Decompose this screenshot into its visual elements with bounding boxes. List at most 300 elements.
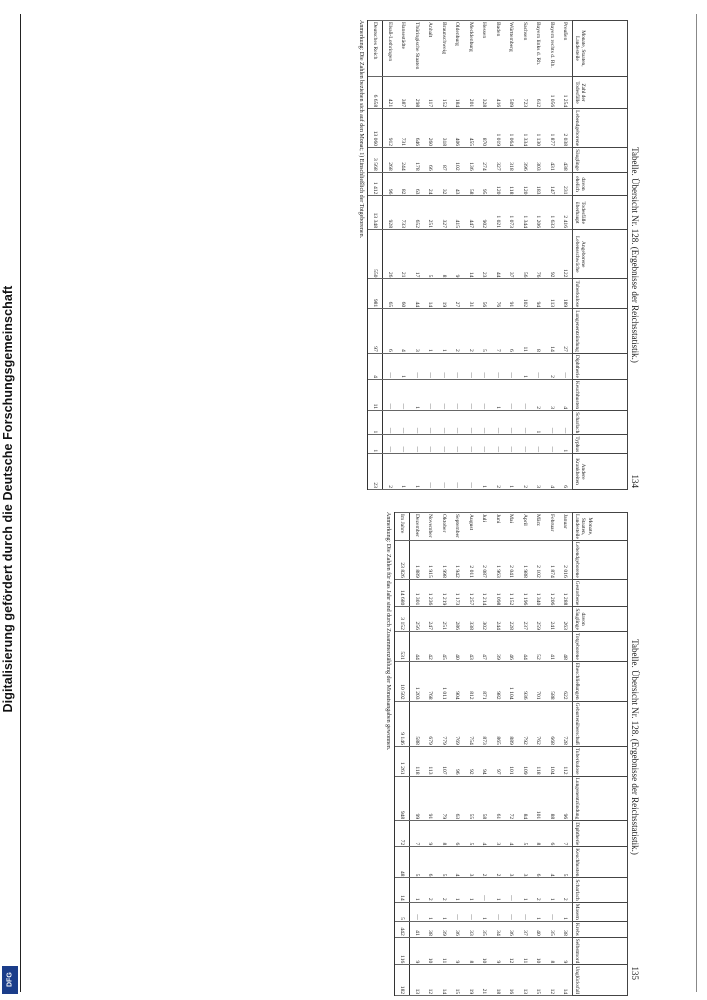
table-cell: 12 — [545, 965, 559, 996]
table-cell: 6 — [424, 847, 438, 878]
column-header: Keuchhusten — [573, 847, 628, 878]
table-cell: 201 — [464, 76, 478, 108]
table-cell: 21 — [397, 230, 411, 279]
table-cell: 1 — [368, 435, 383, 454]
table-cell: 3 — [464, 847, 478, 878]
table-cell: 1 — [397, 353, 411, 379]
table-cell: 182 — [395, 965, 410, 996]
table-cell: 679 — [424, 701, 438, 746]
table-cell: 1 — [368, 411, 383, 435]
column-header: Scharlach — [573, 411, 628, 435]
table-cell: — — [545, 902, 559, 921]
table-cell: 99 — [410, 776, 424, 821]
table-cell: 15 — [532, 965, 546, 996]
table-cell: 4 — [505, 821, 519, 847]
table-cell: — — [383, 435, 397, 454]
table-cell: 11 — [437, 937, 451, 965]
table-cell: 107 — [437, 746, 451, 776]
table-cell: 2 016 — [559, 540, 573, 579]
table-cell: 1 261 — [395, 746, 410, 776]
table-cell: — — [383, 379, 397, 410]
table-cell: — — [397, 411, 411, 435]
table-cell: 11 — [518, 309, 532, 354]
column-header: Lungenentzündung — [573, 776, 628, 821]
table-cell: 1 — [437, 902, 451, 921]
table-cell: 1 915 — [424, 540, 438, 579]
table-cell: 1 288 — [559, 579, 573, 607]
table-cell: — — [505, 411, 519, 435]
table-cell: 889 — [505, 701, 519, 746]
table-cell: 1 — [410, 379, 424, 410]
table-cell: 1 — [397, 454, 411, 490]
table-cell: 96 — [383, 172, 397, 196]
table-cell: 1 152 — [505, 579, 519, 607]
table-cell: 237 — [518, 607, 532, 632]
table-cell: 769 — [451, 701, 465, 746]
table-cell: — — [491, 902, 505, 921]
table-cell: 8 — [545, 937, 559, 965]
table-cell: 247 — [424, 607, 438, 632]
table-cell: 66 — [424, 148, 438, 173]
table-cell: 18 — [491, 965, 505, 996]
top-page-number: 134 — [630, 474, 640, 488]
table-cell: — — [478, 878, 492, 902]
column-header: Angeborene Lebensschwäche — [573, 230, 628, 279]
table-cell: 10 — [532, 937, 546, 965]
table-cell: — — [505, 878, 519, 902]
table-cell: 416 — [491, 76, 505, 108]
row-label: November — [424, 513, 438, 541]
table-cell: 39 — [437, 921, 451, 937]
row-label: Baden — [491, 21, 505, 77]
table-cell: — — [532, 435, 546, 454]
table-cell: — — [451, 454, 465, 490]
table-row — [451, 21, 465, 490]
table-row — [532, 21, 546, 490]
table-cell: 318 — [505, 148, 519, 173]
table-cell: 118 — [505, 172, 519, 196]
table-cell: 1 988 — [518, 540, 532, 579]
table-cell: — — [491, 411, 505, 435]
row-label: Thüringische Staaten — [410, 21, 424, 77]
column-header: davon ehelich — [573, 172, 628, 196]
table-cell: 15 — [451, 965, 465, 996]
table-cell: 61 — [491, 776, 505, 821]
table-cell: 5 — [424, 230, 438, 279]
table-cell: 60 — [397, 279, 411, 309]
table-cell: — — [478, 379, 492, 410]
table-cell: 4 — [545, 454, 559, 490]
table-cell: — — [437, 411, 451, 435]
table-cell: 244 — [491, 607, 505, 632]
table-cell: 21 — [478, 965, 492, 996]
table-cell: 1 — [410, 878, 424, 902]
table-cell: 982 — [491, 661, 505, 701]
top-table-rotated — [70, 20, 640, 490]
row-label: März — [532, 513, 546, 541]
bottom-table-rotated — [70, 512, 640, 995]
table-cell: 646 — [410, 109, 424, 148]
table-cell: 1 — [505, 454, 519, 490]
column-header: Gestorbene — [573, 579, 628, 607]
table-cell: 251 — [437, 607, 451, 632]
table-cell: 2 — [518, 454, 532, 490]
table-cell: 33 — [464, 921, 478, 937]
row-label: Hessen — [478, 21, 492, 77]
table-cell: 35 — [545, 921, 559, 937]
table-cell: 612 — [532, 76, 546, 108]
table-cell: 27 — [451, 279, 465, 309]
table-cell: 41 — [410, 921, 424, 937]
table-cell: 97 — [368, 309, 383, 354]
table-cell: 52 — [532, 631, 546, 661]
column-header: Diphtherie — [573, 353, 628, 379]
table-cell: 96 — [451, 746, 465, 776]
table-cell: 701 — [532, 661, 546, 701]
table-cell: 231 — [559, 172, 573, 196]
table-cell: — — [397, 435, 411, 454]
column-header: Diphtherie — [573, 821, 628, 847]
digitization-margin — [0, 0, 20, 1000]
digitization-note: Digitalisierung gefördert durch die Deutsche Forschungsgemeinschaft — [1, 285, 15, 713]
table-cell: 113 — [424, 746, 438, 776]
table-cell: — — [464, 411, 478, 435]
table-cell: 1 098 — [491, 579, 505, 607]
table-cell: 2 011 — [464, 540, 478, 579]
table-cell: 1 — [451, 878, 465, 902]
table-cell: 23 — [478, 230, 492, 279]
table-cell: — — [545, 435, 559, 454]
table-cell: 421 — [383, 76, 397, 108]
column-header: Tuberkulose — [573, 746, 628, 776]
table-cell: 871 — [478, 661, 492, 701]
table-cell: 44 — [491, 230, 505, 279]
table-cell: 72 — [395, 821, 410, 847]
table-cell: 76 — [491, 279, 505, 309]
table-cell: 9 — [559, 937, 573, 965]
table-cell: 754 — [464, 701, 478, 746]
table-cell: 251 — [424, 196, 438, 230]
table-cell: 3 — [532, 454, 546, 490]
table-cell: 298 — [410, 76, 424, 108]
table-cell: 6 658 — [368, 76, 383, 108]
table-cell: 274 — [478, 148, 492, 173]
table-cell: 5 — [464, 821, 478, 847]
table-cell: 731 — [397, 109, 411, 148]
table-row — [545, 513, 559, 996]
table-cell: — — [424, 411, 438, 435]
table-cell: 101 — [505, 746, 519, 776]
table-cell: 117 — [424, 76, 438, 108]
table-cell: — — [491, 435, 505, 454]
table-cell: 104 — [545, 746, 559, 776]
table-cell: 2 — [532, 379, 546, 410]
table-row — [410, 513, 424, 996]
row-label: September — [451, 513, 465, 541]
table-cell: — — [410, 411, 424, 435]
table-cell: 178 — [410, 148, 424, 173]
column-header: Todesfälle überhaupt — [573, 196, 628, 230]
table-cell: 48 — [395, 847, 410, 878]
table-cell: 152 — [437, 76, 451, 108]
table-cell: 286 — [451, 607, 465, 632]
table-cell: — — [424, 435, 438, 454]
table-cell: 260 — [424, 109, 438, 148]
table-cell: — — [437, 353, 451, 379]
table-row — [491, 513, 505, 996]
table-cell: 1 173 — [451, 579, 465, 607]
table-cell: 948 — [395, 776, 410, 821]
table-cell: 94 — [478, 746, 492, 776]
table-cell: 87 — [437, 148, 451, 173]
table-row — [424, 21, 438, 490]
table-cell: 96 — [559, 776, 573, 821]
table-cell: 2 102 — [532, 540, 546, 579]
table-cell: 7 — [491, 309, 505, 354]
table-cell: 5 — [410, 847, 424, 878]
column-header: Totgeborene — [573, 631, 628, 661]
table-cell: 588 — [545, 661, 559, 701]
table-cell: — — [451, 435, 465, 454]
table-cell: — — [478, 353, 492, 379]
bottom-table-footnote: Anmerkung: Die Zahlen für das Jahr sind durch Zusammenzählung der Monatsangaben gewonnen. — [385, 512, 392, 751]
table-cell: 12 — [505, 937, 519, 965]
table-cell: 1 214 — [478, 579, 492, 607]
table-cell: 1 254 — [559, 76, 573, 108]
table-cell: 92 — [464, 746, 478, 776]
table-cell: 668 — [545, 701, 559, 746]
table-cell: 2 — [559, 878, 573, 902]
table-cell: 873 — [478, 701, 492, 746]
table-cell: 1 — [545, 878, 559, 902]
table-cell: 6 — [559, 454, 573, 490]
table-cell: 14 — [395, 878, 410, 902]
table-cell: 113 — [545, 279, 559, 309]
table-row — [410, 21, 424, 490]
table-cell: 19 — [437, 279, 451, 309]
table-cell: 1 219 — [437, 579, 451, 607]
table-cell: 41 — [545, 631, 559, 661]
table-cell: 147 — [545, 172, 559, 196]
table-cell: 14 — [559, 965, 573, 996]
row-label: Preußen — [559, 21, 573, 77]
table-cell: 10 — [478, 937, 492, 965]
table-cell: 102 — [451, 148, 465, 173]
table-cell: 101 — [532, 776, 546, 821]
table-cell: — — [410, 902, 424, 921]
row-label: Braunschweig — [437, 21, 451, 77]
table-cell: — — [464, 435, 478, 454]
table-cell: 1 056 — [545, 76, 559, 108]
table-cell: 5 — [478, 309, 492, 354]
column-header: Monate, Staaten, Landesteile — [573, 21, 628, 77]
table-cell: 36 — [505, 921, 519, 937]
table-cell: — — [464, 353, 478, 379]
table-cell: 1 — [532, 902, 546, 921]
table-cell: 1 — [559, 435, 573, 454]
column-header: Krebs — [573, 921, 628, 937]
table-cell: — — [397, 379, 411, 410]
row-label: Juni — [491, 513, 505, 541]
table-cell: 184 — [451, 76, 465, 108]
row-label: Bayern rechts d. Rh. — [545, 21, 559, 77]
table-cell: — — [518, 411, 532, 435]
top-table-title: Tabelle. Übersicht Nr. 128. (Ergebnisse der Reichsstatistik.) — [630, 147, 640, 363]
table-cell: 2 416 — [559, 196, 573, 230]
table-cell: 44 — [518, 631, 532, 661]
table-cell: — — [410, 353, 424, 379]
table-cell: 42 — [424, 631, 438, 661]
table-cell: — — [518, 902, 532, 921]
table-cell: — — [518, 435, 532, 454]
table-cell: 1 203 — [410, 661, 424, 701]
table-cell: 44 — [410, 631, 424, 661]
table-cell: 1 — [559, 902, 573, 921]
table-cell: 2 — [451, 309, 465, 354]
table-cell: 8 — [532, 821, 546, 847]
table-cell: 8 — [464, 937, 478, 965]
row-label: Januar — [559, 513, 573, 541]
table-cell: 46 — [505, 631, 519, 661]
row-label: Württemberg — [505, 21, 519, 77]
table-cell: 26 — [383, 230, 397, 279]
table-cell: 109 — [518, 746, 532, 776]
table-cell: 6 — [383, 309, 397, 354]
table-cell: — — [464, 379, 478, 410]
table-cell: 936 — [518, 661, 532, 701]
table-cell: 1 257 — [464, 579, 478, 607]
table-cell: 1 — [518, 353, 532, 379]
table-cell: 13 — [410, 965, 424, 996]
table-cell: 2 — [383, 454, 397, 490]
table-cell: 865 — [491, 701, 505, 746]
top-table-footnote: Anmerkung: Die Zahlen beziehen sich auf den Monat; 1) Einschließlich der Totgeborenen. — [358, 20, 365, 239]
table-cell: 733 — [397, 196, 411, 230]
table-cell: 241 — [545, 607, 559, 632]
table-cell: — — [424, 353, 438, 379]
table-cell: 2 — [478, 847, 492, 878]
table-cell: 259 — [532, 607, 546, 632]
table-cell: 3 — [505, 847, 519, 878]
table-cell: 442 — [395, 921, 410, 937]
table-cell: 120 — [491, 172, 505, 196]
table-cell: 9 — [451, 230, 465, 279]
table-cell: 1 104 — [505, 661, 519, 701]
table-cell: 13 — [518, 965, 532, 996]
table-cell: 2 — [491, 847, 505, 878]
row-label: Sachsen — [518, 21, 532, 77]
table-cell: 870 — [478, 109, 492, 148]
table-cell: 1 942 — [451, 540, 465, 579]
table-row — [464, 513, 478, 996]
table-cell: 122 — [559, 230, 573, 279]
table-cell: 4 — [478, 821, 492, 847]
table-cell: 65 — [383, 279, 397, 309]
table-cell: 302 — [478, 607, 492, 632]
table-row — [451, 513, 465, 996]
table-cell: 45 — [437, 631, 451, 661]
table-cell: 136 — [464, 148, 478, 173]
table-cell: 263 — [559, 607, 573, 632]
table-cell: 455 — [464, 109, 478, 148]
table-cell: 2 041 — [505, 540, 519, 579]
table-cell: — — [518, 379, 532, 410]
row-label: Mecklenburg — [464, 21, 478, 77]
column-header: Lebendgeborene — [573, 540, 628, 579]
table-cell: 84 — [518, 776, 532, 821]
table-cell: 438 — [559, 148, 573, 173]
table-row — [532, 513, 546, 996]
table-cell: 3 568 — [368, 148, 383, 173]
bottom-page-number: 135 — [630, 966, 640, 980]
table-cell: 588 — [410, 701, 424, 746]
table-cell: 447 — [464, 196, 478, 230]
dfg-logo: DFG — [2, 966, 18, 994]
table-cell: 981 — [368, 279, 383, 309]
table-row — [478, 21, 492, 490]
table-cell: 23 — [368, 454, 383, 490]
table-cell: 37 — [518, 921, 532, 937]
column-header: Unglücksfall — [573, 965, 628, 996]
column-header: Andere Krankheiten — [573, 454, 628, 490]
table-cell: 48 — [559, 631, 573, 661]
table-cell: 40 — [451, 631, 465, 661]
table-cell: 13 060 — [368, 109, 383, 148]
table-cell: 7 — [559, 821, 573, 847]
table-cell: — — [437, 454, 451, 490]
table-row — [464, 21, 478, 490]
table-cell: 792 — [518, 701, 532, 746]
column-header: davon Säuglinge — [573, 607, 628, 632]
table-cell: 1 011 — [437, 661, 451, 701]
table-cell: 728 — [559, 701, 573, 746]
table-cell: 904 — [451, 661, 465, 701]
table-cell: 189 — [559, 279, 573, 309]
table-cell: 43 — [464, 631, 478, 661]
table-cell: 8 — [437, 230, 451, 279]
top-table — [368, 20, 629, 490]
table-cell: 6 — [532, 847, 546, 878]
table-cell: 17 — [410, 230, 424, 279]
table-row — [424, 513, 438, 996]
row-label: Februar — [545, 513, 559, 541]
table-cell: — — [532, 353, 546, 379]
table-cell: 1 301 — [410, 579, 424, 607]
table-cell: 2 — [437, 878, 451, 902]
table-cell: 34 — [491, 921, 505, 937]
table-cell: 91 — [505, 279, 519, 309]
table-cell: — — [505, 435, 519, 454]
table-cell: 396 — [518, 148, 532, 173]
row-label: Oktober — [437, 513, 451, 541]
table-cell: 14 — [424, 279, 438, 309]
table-cell: — — [451, 902, 465, 921]
table-cell: 19 — [464, 965, 478, 996]
table-cell: — — [451, 411, 465, 435]
table-cell: 14 680 — [395, 579, 410, 607]
column-header: Typhus — [573, 435, 628, 454]
table-row — [559, 21, 573, 490]
table-cell: 9 — [410, 937, 424, 965]
row-label: Im Jahre — [395, 513, 410, 541]
table-cell: 2 087 — [478, 540, 492, 579]
table-row — [505, 513, 519, 996]
table-cell: 1 998 — [437, 540, 451, 579]
table-cell: — — [451, 379, 465, 410]
table-cell: 14 — [437, 965, 451, 996]
table-cell: 6 — [545, 821, 559, 847]
table-cell: — — [559, 353, 573, 379]
